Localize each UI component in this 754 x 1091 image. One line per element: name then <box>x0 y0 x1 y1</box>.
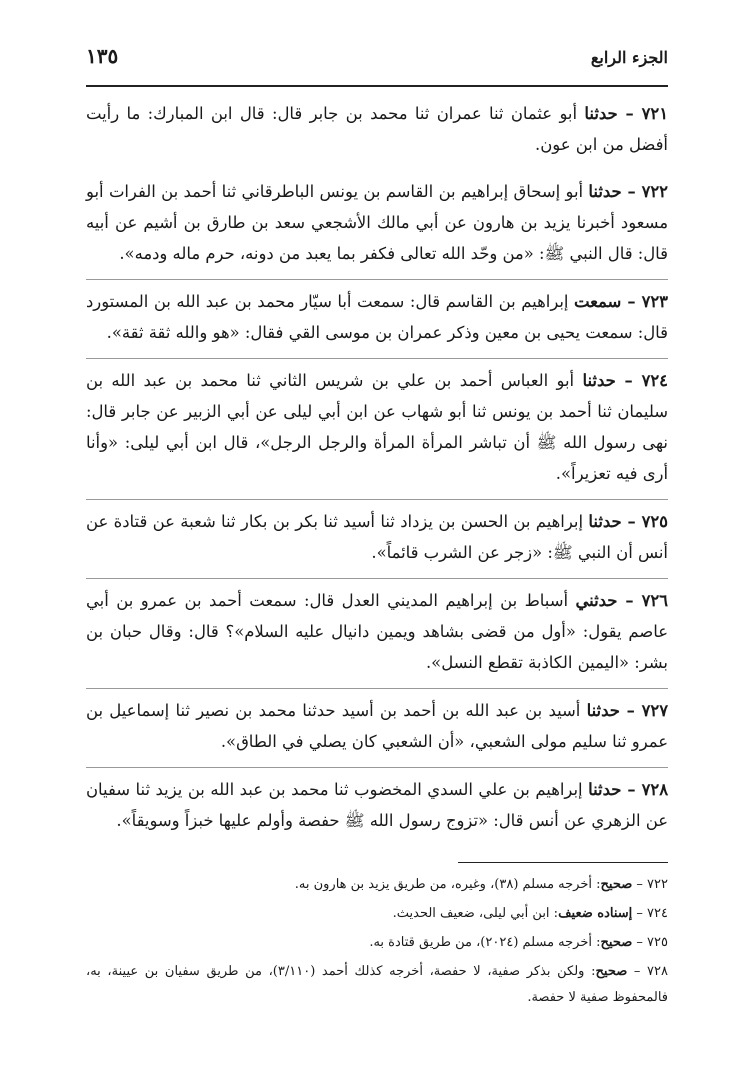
page-header <box>86 42 668 78</box>
hadith-726 <box>86 578 668 688</box>
hadith-text: إبراهيم بن الحسن بن يزداد ثنا أسيد ثنا بكر بن بكار ثنا شعبة عن قتادة عن أنس أن النبي ﷺ: «زجر عن الشرب قائماً». <box>86 512 668 562</box>
separator: – <box>621 512 642 531</box>
hadith-text: أبو العباس أحمد بن علي بن شريس الثاني ثنا محمد بن عبد الله بن سليمان ثنا أحمد بن يونس ثنا أبو شهاب عن ابن أبي ليلى عن أبي الزبير عن جابر قال: نهى رسول الله ﷺ أن تباشر المرأة المرأة والرجل الرجل»، قال ابن أبي ليلى: «وأنا أرى فيه تعزيراً». <box>86 371 668 483</box>
footnote-text: ابن أبي ليلى، ضعيف الحديث. <box>392 906 550 921</box>
footnote-grade: صحيح <box>595 964 628 979</box>
hadith-724 <box>86 358 668 499</box>
hadith-lead-word: حدثنا <box>586 701 620 720</box>
hadith-lead-word: حدثنا <box>588 512 622 531</box>
hadith-lead-word: حدثنا <box>582 371 616 390</box>
footnote-number: ٧٢٤ <box>647 906 668 921</box>
footnote-grade: إسناده ضعيف <box>558 906 633 921</box>
separator: – <box>617 591 642 610</box>
hadith-list <box>86 92 668 846</box>
hadith-number: ٧٢٧ <box>641 701 669 720</box>
separator: – <box>632 935 648 950</box>
hadith-lead-word: حدثنا <box>588 182 622 201</box>
hadith-lead-word: حدثنا <box>588 780 622 799</box>
footnote-text: ولكن بذكر صفية، لا حفصة، أخرجه كذلك أحمد (٣/١١٠)، من طريق سفيان بن عيينة، به، فالمحفوظ صفية لا حفصة. <box>86 964 668 1005</box>
hadith-723 <box>86 279 668 358</box>
separator: – <box>621 292 642 311</box>
hadith-text: أبو عثمان ثنا عمران ثنا محمد بن جابر قال: قال ابن المبارك: ما رأيت أفضل من ابن عون. <box>86 104 668 154</box>
hadith-number: ٧٢١ <box>641 104 669 123</box>
hadith-721 <box>86 92 668 170</box>
header-rule <box>86 85 668 87</box>
separator: – <box>627 964 648 979</box>
hadith-number: ٧٢٣ <box>641 292 668 311</box>
separator: – <box>619 701 642 720</box>
hadith-727 <box>86 688 668 767</box>
separator: – <box>621 182 642 201</box>
footnote-number: ٧٢٥ <box>647 935 668 950</box>
footnote-number: ٧٢٢ <box>647 877 668 892</box>
hadith-text: أسيد بن عبد الله بن أحمد بن أسيد حدثنا محمد بن نصير ثنا إسماعيل بن عمرو ثنا سليم مولى الشعبي، «أن الشعبي كان يصلي في الطاق». <box>86 701 668 751</box>
separator: – <box>615 371 642 390</box>
hadith-number: ٧٢٤ <box>641 371 668 390</box>
footnote-grade: صحيح <box>600 877 633 892</box>
footnote-text: أخرجه مسلم (٣٨)، وغيره، من طريق يزيد بن هارون به. <box>294 877 593 892</box>
running-title: الجزء الرابع <box>590 48 668 67</box>
footnotes <box>86 872 668 1014</box>
hadith-text: أسباط بن إبراهيم المديني العدل قال: سمعت أحمد بن عمرو بن أبي عاصم يقول: «أول من قضى بشاهد ويمين دانيال عليه السلام»؟ قال: وقال حبان بن بشر: «اليمين الكاذبة تقطع النسل». <box>86 591 668 672</box>
page-number: ١٣٥ <box>86 44 119 68</box>
hadith-text: إبراهيم بن القاسم قال: سمعت أبا سيّار محمد بن عبد الله بن المستورد قال: سمعت يحيى بن معين وذكر عمران بن موسى القي فقال: «هو والله ثقة ثقة». <box>86 292 668 342</box>
footnote-725: ٧٢٥ – صحيح: أخرجه مسلم (٢٠٢٤)، من طريق قتادة به. <box>369 935 668 950</box>
footnote-724: ٧٢٤ – إسناده ضعيف: ابن أبي ليلى، ضعيف الحديث. <box>392 906 668 921</box>
hadith-lead-word: سمعت <box>574 292 622 311</box>
separator: – <box>632 877 648 892</box>
footnote-number: ٧٢٨ <box>647 964 668 979</box>
footnote-grade: صحيح <box>600 935 633 950</box>
hadith-number: ٧٢٥ <box>641 512 668 531</box>
hadith-text: إبراهيم بن علي السدي المخضوب ثنا محمد بن عبد الله بن يزيد ثنا سفيان عن الزهري عن أنس قال: «تزوج رسول الله ﷺ حفصة وأولم عليها خبزاً وسويقاً». <box>86 780 668 830</box>
footnote-text: أخرجه مسلم (٢٠٢٤)، من طريق قتادة به. <box>369 935 593 950</box>
hadith-number: ٧٢٢ <box>641 182 668 201</box>
hadith-728 <box>86 767 668 846</box>
hadith-number: ٧٢٦ <box>641 591 668 610</box>
hadith-lead-word: حدثنا <box>584 104 618 123</box>
separator: – <box>617 104 642 123</box>
hadith-lead-word: حدثني <box>575 591 618 610</box>
hadith-722 <box>86 170 668 279</box>
footnote-rule <box>458 862 668 863</box>
hadith-text: أبو إسحاق إبراهيم بن القاسم بن يونس الباطرقاني ثنا أحمد بن الفرات أبو مسعود أخبرنا يزيد بن هارون عن أبي مالك الأشجعي سعد بن طارق بن أشيم عن أبيه قال: قال النبي ﷺ: «من وحّد الله تعالى فكفر بما يعبد من دونه، حرم ماله ودمه». <box>86 182 668 263</box>
separator: – <box>632 906 648 921</box>
hadith-725 <box>86 499 668 578</box>
hadith-number: ٧٢٨ <box>641 780 669 799</box>
footnote-728: ٧٢٨ – صحيح: ولكن بذكر صفية، لا حفصة، أخرجه كذلك أحمد (٣/١١٠)، من طريق سفيان بن عيينة، به، فالمحفوظ صفية لا حفصة. <box>86 964 668 1005</box>
footnote-722: ٧٢٢ – صحيح: أخرجه مسلم (٣٨)، وغيره، من طريق يزيد بن هارون به. <box>294 877 668 892</box>
separator: – <box>621 780 642 799</box>
